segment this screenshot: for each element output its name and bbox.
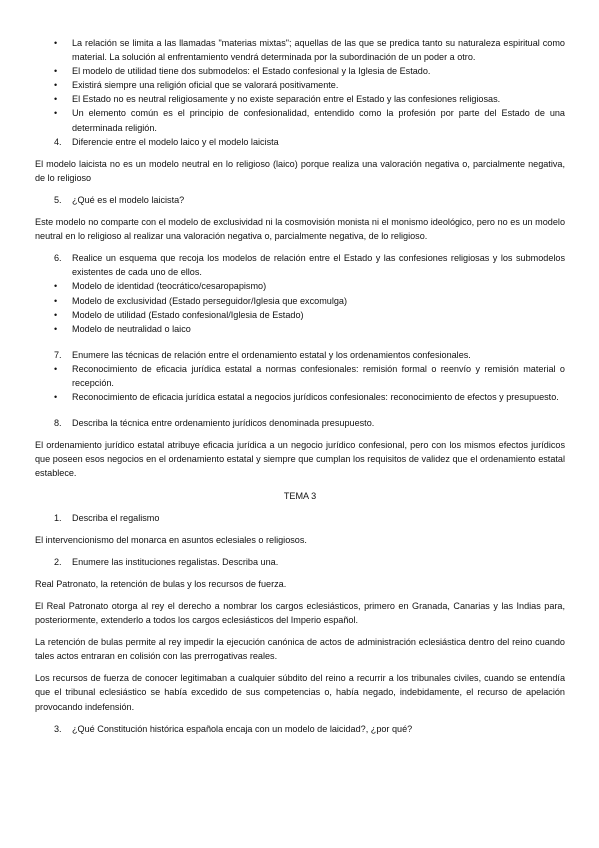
- question-5: [35, 193, 565, 207]
- question-number: 3.: [54, 723, 62, 734]
- tema3-answer-2-paragraph: Los recursos de fuerza de conocer legitimaban a cualquier súbdito del reino a recurrir a los tribunales civiles, cuando se entendía que el tribunal eclesiástico se había excedido de sus competencias o, había negado, indebidamente, el recurso de apelación provocando indefensión.: [35, 673, 565, 712]
- tema3-answer-1: El intervencionismo del monarca en asuntos eclesiales o religiosos.: [35, 534, 307, 545]
- tema3-answer-2-paragraph: El Real Patronato otorga al rey el derecho a nombrar los cargos eclesiásticos, primero en Granada, Canarias y las Indias para, posteriormente, extenderlo a todos los cargos eclesiásticos del Imperio español.: [35, 601, 565, 626]
- question-text: ¿Qué es el modelo laicista?: [72, 194, 185, 205]
- question-text: Describa la técnica entre ordenamiento jurídicos denominada presupuesto.: [72, 418, 375, 429]
- question-7: [35, 348, 565, 362]
- question-text: Describa el regalismo: [72, 512, 160, 523]
- question-8: [35, 416, 565, 430]
- tema3-question-2: [35, 555, 565, 569]
- list-item: • Un elemento común es el principio de confesionalidad, entendido como la profesión por parte del Estado de una determinada religión.: [35, 106, 565, 134]
- question-text: Realice un esquema que recoja los modelos de relación entre el Estado y las confesiones religiosas y los submodelos existentes de cada uno de ellos.: [72, 253, 565, 278]
- list-item: • Existirá siempre una religión oficial que se valorará positivamente.: [35, 78, 565, 92]
- question-number: 4.: [54, 136, 62, 147]
- tema3-answer-2-paragraph: Real Patronato, la retención de bulas y los recursos de fuerza.: [35, 578, 287, 589]
- question-number: 1.: [54, 512, 62, 523]
- list-item: • Modelo de neutralidad o laico: [35, 322, 565, 336]
- question-text: Enumere las instituciones regalistas. Describa una.: [72, 556, 279, 567]
- list-item: • El modelo de utilidad tiene dos submodelos: el Estado confesional y la Iglesia de Estado.: [35, 64, 565, 78]
- question-text: Diferencie entre el modelo laico y el modelo laicista: [72, 136, 279, 147]
- list-item: • Reconocimiento de eficacia jurídica estatal a normas confesionales: remisión formal o reenvío y remisión material o recepción.: [35, 362, 565, 390]
- techniques-list: [35, 362, 565, 404]
- question-number: 6.: [54, 253, 62, 264]
- answer-8: El ordenamiento jurídico estatal atribuye eficacia jurídica a un negocio jurídico confesional, pero con los mismos efectos jurídicos que poseen esos negocios en el ordenamiento estatal y siempre que cumplan los requisitos de validez que el ordenamiento estatal establece.: [35, 440, 565, 479]
- list-item: • La relación se limita a las llamadas "materias mixtas"; aquellas de las que se predica tanto su naturaleza espiritual como material. La solución al enfrentamiento vendrá determinada por la subordinación de un poder a otro.: [35, 36, 565, 64]
- answer-4: El modelo laicista no es un modelo neutral en lo religioso (laico) porque realiza una valoración negativa o, parcialmente negativa, de lo religioso: [35, 158, 565, 183]
- list-item: • El Estado no es neutral religiosamente y no existe separación entre el Estado y las confesiones religiosas.: [35, 92, 565, 106]
- question-number: 8.: [54, 418, 62, 429]
- question-text: ¿Qué Constitución histórica española encaja con un modelo de laicidad?, ¿por qué?: [72, 723, 413, 734]
- list-item: • Reconocimiento de eficacia jurídica estatal a negocios jurídicos confesionales: reconocimiento de efectos y presupuesto.: [35, 390, 565, 404]
- answer-5: Este modelo no comparte con el modelo de exclusividad ni la cosmovisión monista ni el monismo ideológico, pero no es un modelo neutral en lo religioso al realizar una valoración negativa o, parcialmente negativa, de lo religioso.: [35, 217, 565, 242]
- question-text: Enumere las técnicas de relación entre el ordenamiento estatal y los ordenamientos confesionales.: [72, 349, 471, 360]
- question-number: 5.: [54, 194, 62, 205]
- question-6: [35, 251, 565, 279]
- section-title: TEMA 3: [283, 490, 317, 501]
- models-bullet-list: [35, 36, 565, 135]
- question-number: 7.: [54, 349, 62, 360]
- list-item: • Modelo de utilidad (Estado confesional/Iglesia de Estado): [35, 308, 565, 322]
- tema3-answer-2-paragraph: La retención de bulas permite al rey impedir la ejecución canónica de actos de administración eclesiástica dentro del reino cuando tales actos entraran en colisión con las prerrogativas reales.: [35, 637, 565, 662]
- models-scheme-list: [35, 279, 565, 335]
- tema3-question-1: [35, 511, 565, 525]
- tema3-question-3: [35, 722, 565, 736]
- question-4: [35, 135, 565, 149]
- question-number: 2.: [54, 556, 62, 567]
- list-item: • Modelo de identidad (teocrático/cesaropapismo): [35, 279, 565, 293]
- list-item: • Modelo de exclusividad (Estado perseguidor/Iglesia que excomulga): [35, 294, 565, 308]
